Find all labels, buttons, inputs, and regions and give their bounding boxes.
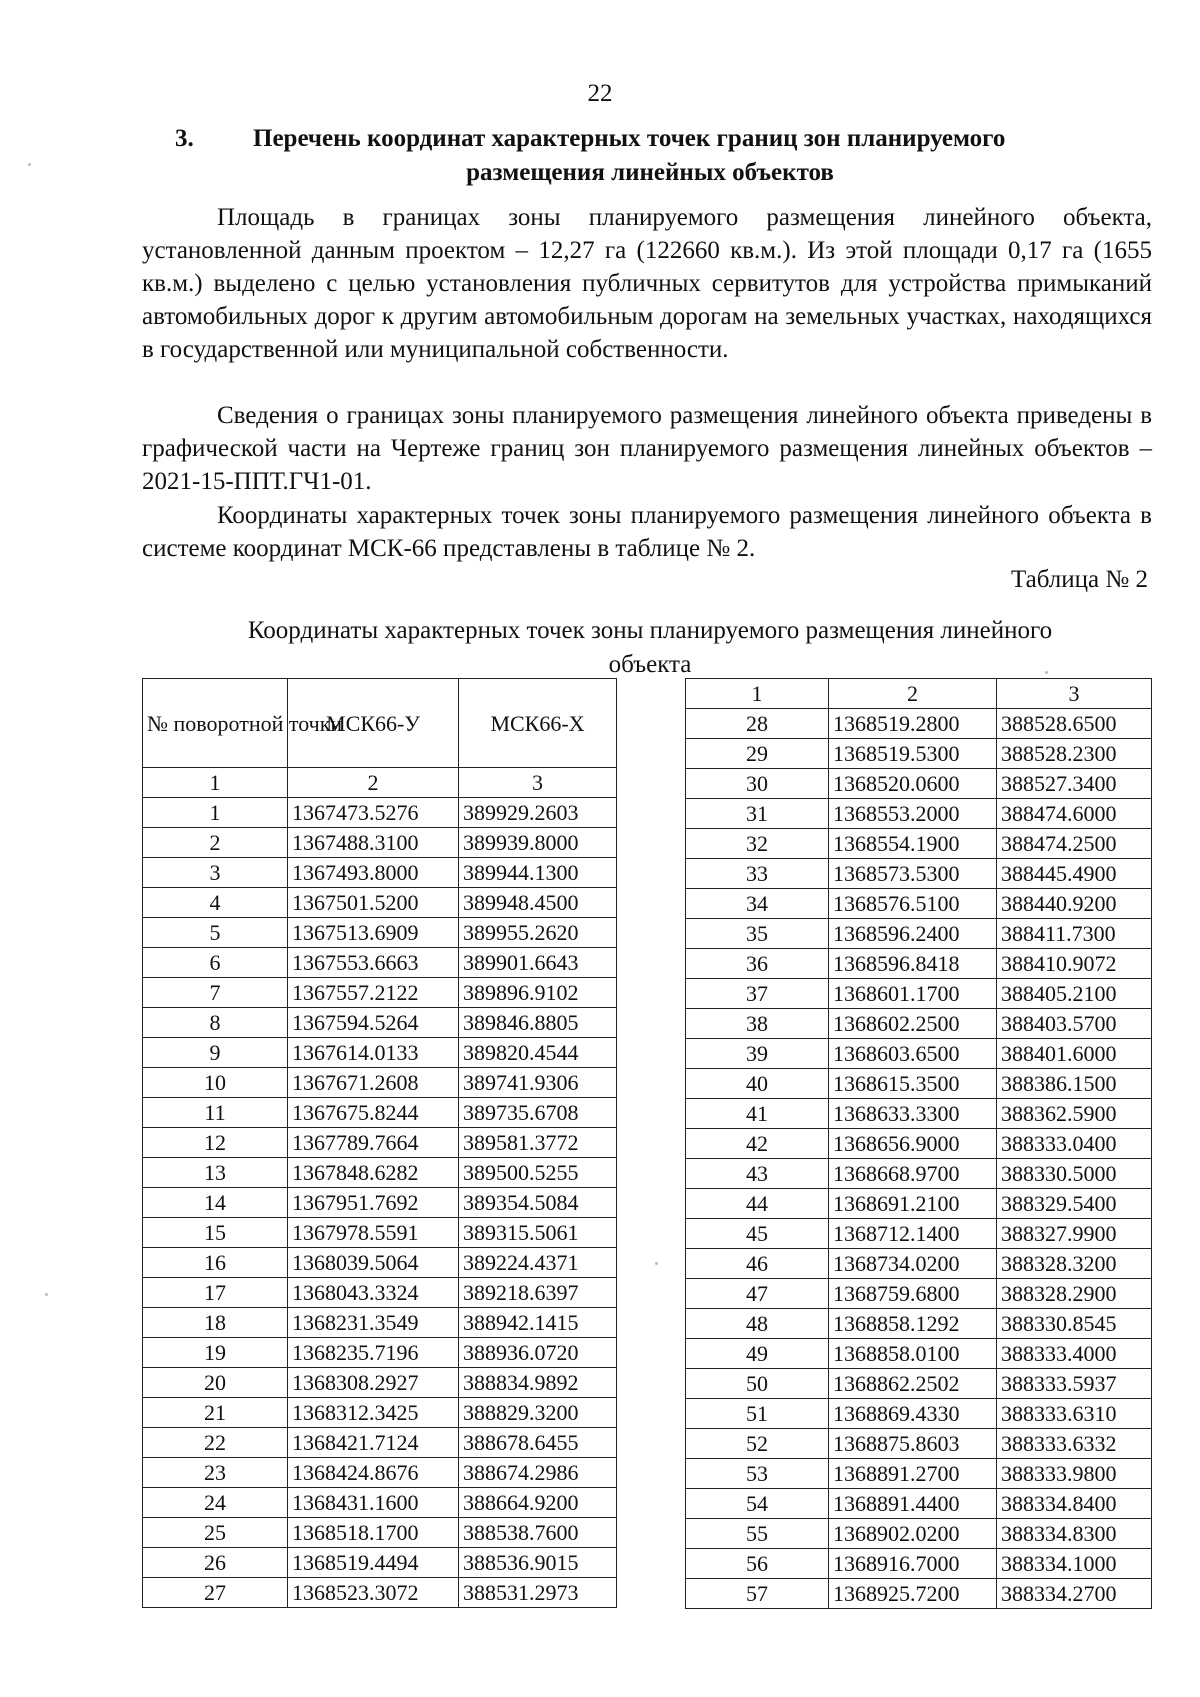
msk66-y-cell: 1368712.1400 bbox=[829, 1219, 997, 1249]
point-number-cell: 16 bbox=[143, 1248, 288, 1278]
msk66-x-cell: 389846.8805 bbox=[459, 1008, 617, 1038]
header-point-number: № поворотной точки bbox=[143, 679, 288, 768]
msk66-x-cell: 388327.9900 bbox=[997, 1219, 1152, 1249]
table-column-index-row bbox=[143, 768, 617, 798]
msk66-y-cell: 1367614.0133 bbox=[288, 1038, 459, 1068]
header-msk66-y: МСК66-У bbox=[288, 679, 459, 768]
msk66-x-cell: 388403.5700 bbox=[997, 1009, 1152, 1039]
msk66-x-cell: 388362.5900 bbox=[997, 1099, 1152, 1129]
point-number-cell: 50 bbox=[686, 1369, 829, 1399]
table-row bbox=[686, 1279, 1152, 1309]
msk66-x-cell: 388401.6000 bbox=[997, 1039, 1152, 1069]
point-number-cell: 15 bbox=[143, 1218, 288, 1248]
msk66-x-cell: 388410.9072 bbox=[997, 949, 1152, 979]
msk66-x-cell: 388405.2100 bbox=[997, 979, 1152, 1009]
msk66-x-cell: 388678.6455 bbox=[459, 1428, 617, 1458]
point-number-cell: 20 bbox=[143, 1368, 288, 1398]
table-row bbox=[143, 1158, 617, 1188]
msk66-y-cell: 1367594.5264 bbox=[288, 1008, 459, 1038]
table-row bbox=[143, 1398, 617, 1428]
scan-speck bbox=[28, 163, 31, 166]
msk66-x-cell: 388474.2500 bbox=[997, 829, 1152, 859]
column-index-1: 1 bbox=[143, 768, 288, 798]
point-number-cell: 34 bbox=[686, 889, 829, 919]
point-number-cell: 8 bbox=[143, 1008, 288, 1038]
table-row bbox=[143, 1338, 617, 1368]
msk66-y-cell: 1367557.2122 bbox=[288, 978, 459, 1008]
msk66-x-cell: 388334.8400 bbox=[997, 1489, 1152, 1519]
point-number-cell: 11 bbox=[143, 1098, 288, 1128]
msk66-x-cell: 388538.7600 bbox=[459, 1518, 617, 1548]
msk66-y-cell: 1368553.2000 bbox=[829, 799, 997, 829]
msk66-x-cell: 388536.9015 bbox=[459, 1548, 617, 1578]
table-row bbox=[686, 1519, 1152, 1549]
point-number-cell: 23 bbox=[143, 1458, 288, 1488]
column-index-2: 2 bbox=[288, 768, 459, 798]
table-caption: Координаты характерных точек зоны планируемого размещения линейного объекта bbox=[247, 617, 1053, 678]
msk66-y-cell: 1367493.8000 bbox=[288, 858, 459, 888]
point-number-cell: 43 bbox=[686, 1159, 829, 1189]
msk66-x-cell: 388334.8300 bbox=[997, 1519, 1152, 1549]
table-row bbox=[143, 1488, 617, 1518]
msk66-y-cell: 1368875.8603 bbox=[829, 1429, 997, 1459]
msk66-x-cell: 389820.4544 bbox=[459, 1038, 617, 1068]
msk66-y-cell: 1368519.5300 bbox=[829, 739, 997, 769]
point-number-cell: 52 bbox=[686, 1429, 829, 1459]
msk66-x-cell: 388334.1000 bbox=[997, 1549, 1152, 1579]
msk66-x-cell: 389948.4500 bbox=[459, 888, 617, 918]
table-row bbox=[686, 1009, 1152, 1039]
point-number-cell: 5 bbox=[143, 918, 288, 948]
msk66-y-cell: 1368656.9000 bbox=[829, 1129, 997, 1159]
paragraph-boundaries: Сведения о границах зоны планируемого размещения линейного объекта приведены в графической части на Чертеже границ зон планируемого размещения линейных объектов – 2021-15-ППТ.ГЧ1-01. bbox=[142, 402, 1152, 495]
coordinates-table-left bbox=[142, 678, 617, 1608]
point-number-cell: 4 bbox=[143, 888, 288, 918]
msk66-y-cell: 1368573.5300 bbox=[829, 859, 997, 889]
table-row bbox=[143, 1218, 617, 1248]
scan-speck bbox=[655, 1262, 658, 1265]
point-number-cell: 57 bbox=[686, 1579, 829, 1609]
table-row bbox=[143, 1278, 617, 1308]
table-row bbox=[686, 1459, 1152, 1489]
msk66-x-cell: 389955.2620 bbox=[459, 918, 617, 948]
msk66-x-cell: 389224.4371 bbox=[459, 1248, 617, 1278]
msk66-y-cell: 1368602.2500 bbox=[829, 1009, 997, 1039]
msk66-y-cell: 1367501.5200 bbox=[288, 888, 459, 918]
msk66-y-cell: 1368925.7200 bbox=[829, 1579, 997, 1609]
msk66-y-cell: 1367671.2608 bbox=[288, 1068, 459, 1098]
table-row bbox=[143, 1308, 617, 1338]
msk66-y-cell: 1368520.0600 bbox=[829, 769, 997, 799]
msk66-x-cell: 389315.5061 bbox=[459, 1218, 617, 1248]
table-row bbox=[686, 979, 1152, 1009]
table-row bbox=[686, 1429, 1152, 1459]
table-row bbox=[686, 829, 1152, 859]
msk66-y-cell: 1367675.8244 bbox=[288, 1098, 459, 1128]
table-row bbox=[143, 1188, 617, 1218]
point-number-cell: 1 bbox=[143, 798, 288, 828]
table-row bbox=[686, 1039, 1152, 1069]
msk66-y-cell: 1367553.6663 bbox=[288, 948, 459, 978]
point-number-cell: 9 bbox=[143, 1038, 288, 1068]
point-number-cell: 48 bbox=[686, 1309, 829, 1339]
table-row bbox=[143, 1068, 617, 1098]
msk66-y-cell: 1368858.0100 bbox=[829, 1339, 997, 1369]
table-row bbox=[686, 1099, 1152, 1129]
paragraph-coordinates: Координаты характерных точек зоны планируемого размещения линейного объекта в системе координат МСК-66 представлены в таблице № 2. bbox=[142, 502, 1152, 562]
msk66-y-cell: 1368431.1600 bbox=[288, 1488, 459, 1518]
table-row bbox=[143, 1368, 617, 1398]
msk66-x-cell: 388386.1500 bbox=[997, 1069, 1152, 1099]
point-number-cell: 30 bbox=[686, 769, 829, 799]
scan-speck bbox=[1045, 671, 1048, 674]
msk66-y-cell: 1368043.3324 bbox=[288, 1278, 459, 1308]
point-number-cell: 2 bbox=[143, 828, 288, 858]
msk66-x-cell: 388531.2973 bbox=[459, 1578, 617, 1608]
point-number-cell: 45 bbox=[686, 1219, 829, 1249]
msk66-y-cell: 1368668.9700 bbox=[829, 1159, 997, 1189]
msk66-y-cell: 1368601.1700 bbox=[829, 979, 997, 1009]
msk66-x-cell: 389944.1300 bbox=[459, 858, 617, 888]
point-number-cell: 19 bbox=[143, 1338, 288, 1368]
msk66-y-cell: 1368869.4330 bbox=[829, 1399, 997, 1429]
point-number-cell: 54 bbox=[686, 1489, 829, 1519]
table-row bbox=[686, 859, 1152, 889]
point-number-cell: 28 bbox=[686, 709, 829, 739]
msk66-y-cell: 1367789.7664 bbox=[288, 1128, 459, 1158]
msk66-x-cell: 389735.6708 bbox=[459, 1098, 617, 1128]
msk66-x-cell: 389218.6397 bbox=[459, 1278, 617, 1308]
paragraph-area: Площадь в границах зоны планируемого размещения линейного объекта, установленной данным проектом – 12,27 га (122660 кв.м.). Из этой площади 0,17 га (1655 кв.м.) выделено с целью установления публичных сервитутов для устройства примыканий автомобильных дорог к другим автомобильным дорогам на земельных участках, находящихся в государственной или муниципальной собственности. bbox=[142, 204, 1152, 363]
point-number-cell: 35 bbox=[686, 919, 829, 949]
msk66-x-cell: 389939.8000 bbox=[459, 828, 617, 858]
point-number-cell: 10 bbox=[143, 1068, 288, 1098]
table-row bbox=[143, 1518, 617, 1548]
table-row bbox=[686, 1189, 1152, 1219]
table-row bbox=[143, 918, 617, 948]
point-number-cell: 7 bbox=[143, 978, 288, 1008]
msk66-y-cell: 1367978.5591 bbox=[288, 1218, 459, 1248]
msk66-x-cell: 388328.3200 bbox=[997, 1249, 1152, 1279]
point-number-cell: 27 bbox=[143, 1578, 288, 1608]
msk66-x-cell: 388333.5937 bbox=[997, 1369, 1152, 1399]
point-number-cell: 25 bbox=[143, 1518, 288, 1548]
msk66-y-cell: 1368691.2100 bbox=[829, 1189, 997, 1219]
page-number: 22 bbox=[587, 80, 613, 107]
msk66-x-cell: 388527.3400 bbox=[997, 769, 1152, 799]
table-row bbox=[686, 739, 1152, 769]
msk66-x-cell: 388334.2700 bbox=[997, 1579, 1152, 1609]
msk66-y-cell: 1368519.2800 bbox=[829, 709, 997, 739]
table-row bbox=[686, 1549, 1152, 1579]
point-number-cell: 32 bbox=[686, 829, 829, 859]
msk66-y-cell: 1368518.1700 bbox=[288, 1518, 459, 1548]
msk66-y-cell: 1368891.2700 bbox=[829, 1459, 997, 1489]
point-number-cell: 29 bbox=[686, 739, 829, 769]
msk66-x-cell: 388333.0400 bbox=[997, 1129, 1152, 1159]
msk66-x-cell: 388674.2986 bbox=[459, 1458, 617, 1488]
table-number: Таблица № 2 bbox=[1010, 566, 1148, 593]
msk66-x-cell: 388445.4900 bbox=[997, 859, 1152, 889]
table-row bbox=[686, 1489, 1152, 1519]
point-number-cell: 31 bbox=[686, 799, 829, 829]
msk66-y-cell: 1367473.5276 bbox=[288, 798, 459, 828]
table-row bbox=[143, 828, 617, 858]
msk66-y-cell: 1368235.7196 bbox=[288, 1338, 459, 1368]
table-row bbox=[686, 1339, 1152, 1369]
msk66-y-cell: 1368039.5064 bbox=[288, 1248, 459, 1278]
column-index-3: 3 bbox=[459, 768, 617, 798]
msk66-x-cell: 388936.0720 bbox=[459, 1338, 617, 1368]
msk66-y-cell: 1368759.6800 bbox=[829, 1279, 997, 1309]
point-number-cell: 24 bbox=[143, 1488, 288, 1518]
scan-speck bbox=[45, 1293, 48, 1296]
table-row bbox=[143, 1548, 617, 1578]
msk66-x-cell: 389741.9306 bbox=[459, 1068, 617, 1098]
msk66-y-cell: 1368231.3549 bbox=[288, 1308, 459, 1338]
point-number-cell: 46 bbox=[686, 1249, 829, 1279]
msk66-y-cell: 1368633.3300 bbox=[829, 1099, 997, 1129]
msk66-y-cell: 1368603.6500 bbox=[829, 1039, 997, 1069]
point-number-cell: 21 bbox=[143, 1398, 288, 1428]
table-row bbox=[143, 858, 617, 888]
table-row bbox=[686, 799, 1152, 829]
table-row bbox=[143, 948, 617, 978]
table-row bbox=[686, 769, 1152, 799]
msk66-y-cell: 1368862.2502 bbox=[829, 1369, 997, 1399]
point-number-cell: 47 bbox=[686, 1279, 829, 1309]
msk66-y-cell: 1368308.2927 bbox=[288, 1368, 459, 1398]
msk66-y-cell: 1367951.7692 bbox=[288, 1188, 459, 1218]
point-number-cell: 13 bbox=[143, 1158, 288, 1188]
table-row bbox=[143, 1458, 617, 1488]
msk66-x-cell: 388834.9892 bbox=[459, 1368, 617, 1398]
table-row bbox=[686, 919, 1152, 949]
msk66-x-cell: 388474.6000 bbox=[997, 799, 1152, 829]
table-row bbox=[143, 888, 617, 918]
table-row bbox=[143, 1248, 617, 1278]
table-row bbox=[686, 1219, 1152, 1249]
table-column-index-row bbox=[686, 679, 1152, 709]
section-number: 3. bbox=[175, 125, 194, 152]
msk66-y-cell: 1368312.3425 bbox=[288, 1398, 459, 1428]
point-number-cell: 6 bbox=[143, 948, 288, 978]
table-row bbox=[143, 978, 617, 1008]
point-number-cell: 39 bbox=[686, 1039, 829, 1069]
table-row bbox=[686, 1369, 1152, 1399]
msk66-y-cell: 1368734.0200 bbox=[829, 1249, 997, 1279]
table-row bbox=[686, 1249, 1152, 1279]
column-index-3: 3 bbox=[997, 679, 1152, 709]
msk66-x-cell: 388330.5000 bbox=[997, 1159, 1152, 1189]
msk66-y-cell: 1367848.6282 bbox=[288, 1158, 459, 1188]
msk66-x-cell: 388942.1415 bbox=[459, 1308, 617, 1338]
msk66-x-cell: 388528.2300 bbox=[997, 739, 1152, 769]
section-title-line2: размещения линейных объектов bbox=[466, 159, 834, 186]
msk66-x-cell: 388333.4000 bbox=[997, 1339, 1152, 1369]
point-number-cell: 55 bbox=[686, 1519, 829, 1549]
msk66-y-cell: 1368554.1900 bbox=[829, 829, 997, 859]
msk66-y-cell: 1368576.5100 bbox=[829, 889, 997, 919]
msk66-y-cell: 1368891.4400 bbox=[829, 1489, 997, 1519]
point-number-cell: 49 bbox=[686, 1339, 829, 1369]
table-row bbox=[143, 798, 617, 828]
table-row bbox=[686, 709, 1152, 739]
msk66-y-cell: 1368902.0200 bbox=[829, 1519, 997, 1549]
msk66-x-cell: 389896.9102 bbox=[459, 978, 617, 1008]
msk66-x-cell: 388328.2900 bbox=[997, 1279, 1152, 1309]
msk66-y-cell: 1368916.7000 bbox=[829, 1549, 997, 1579]
point-number-cell: 14 bbox=[143, 1188, 288, 1218]
msk66-y-cell: 1368615.3500 bbox=[829, 1069, 997, 1099]
msk66-x-cell: 388440.9200 bbox=[997, 889, 1152, 919]
msk66-y-cell: 1368596.2400 bbox=[829, 919, 997, 949]
table-row bbox=[143, 1128, 617, 1158]
table-row bbox=[686, 1399, 1152, 1429]
table-row bbox=[143, 1578, 617, 1608]
msk66-x-cell: 388333.6332 bbox=[997, 1429, 1152, 1459]
msk66-x-cell: 388330.8545 bbox=[997, 1309, 1152, 1339]
point-number-cell: 56 bbox=[686, 1549, 829, 1579]
point-number-cell: 38 bbox=[686, 1009, 829, 1039]
table-row bbox=[686, 1579, 1152, 1609]
table-row bbox=[143, 1008, 617, 1038]
table-row bbox=[143, 1038, 617, 1068]
msk66-y-cell: 1368424.8676 bbox=[288, 1458, 459, 1488]
point-number-cell: 12 bbox=[143, 1128, 288, 1158]
table-row bbox=[686, 1159, 1152, 1189]
table-row bbox=[686, 889, 1152, 919]
msk66-x-cell: 388829.3200 bbox=[459, 1398, 617, 1428]
msk66-y-cell: 1368523.3072 bbox=[288, 1578, 459, 1608]
point-number-cell: 51 bbox=[686, 1399, 829, 1429]
point-number-cell: 44 bbox=[686, 1189, 829, 1219]
point-number-cell: 40 bbox=[686, 1069, 829, 1099]
column-index-2: 2 bbox=[829, 679, 997, 709]
msk66-y-cell: 1368519.4494 bbox=[288, 1548, 459, 1578]
point-number-cell: 22 bbox=[143, 1428, 288, 1458]
table-header-row bbox=[143, 679, 617, 768]
msk66-x-cell: 389581.3772 bbox=[459, 1128, 617, 1158]
table-row bbox=[686, 949, 1152, 979]
coordinates-table-right bbox=[685, 678, 1152, 1609]
point-number-cell: 36 bbox=[686, 949, 829, 979]
point-number-cell: 18 bbox=[143, 1308, 288, 1338]
msk66-x-cell: 388333.6310 bbox=[997, 1399, 1152, 1429]
column-index-1: 1 bbox=[686, 679, 829, 709]
table-row bbox=[686, 1069, 1152, 1099]
msk66-y-cell: 1367488.3100 bbox=[288, 828, 459, 858]
point-number-cell: 41 bbox=[686, 1099, 829, 1129]
msk66-x-cell: 389929.2603 bbox=[459, 798, 617, 828]
point-number-cell: 3 bbox=[143, 858, 288, 888]
msk66-y-cell: 1368596.8418 bbox=[829, 949, 997, 979]
point-number-cell: 17 bbox=[143, 1278, 288, 1308]
msk66-x-cell: 388411.7300 bbox=[997, 919, 1152, 949]
section-title-line1: Перечень координат характерных точек границ зон планируемого bbox=[253, 125, 1006, 152]
table-row bbox=[143, 1428, 617, 1458]
header-msk66-x: МСК66-Х bbox=[459, 679, 617, 768]
point-number-cell: 53 bbox=[686, 1459, 829, 1489]
point-number-cell: 33 bbox=[686, 859, 829, 889]
msk66-y-cell: 1367513.6909 bbox=[288, 918, 459, 948]
msk66-x-cell: 389354.5084 bbox=[459, 1188, 617, 1218]
table-row bbox=[686, 1309, 1152, 1339]
msk66-x-cell: 388333.9800 bbox=[997, 1459, 1152, 1489]
point-number-cell: 26 bbox=[143, 1548, 288, 1578]
msk66-y-cell: 1368421.7124 bbox=[288, 1428, 459, 1458]
msk66-x-cell: 388528.6500 bbox=[997, 709, 1152, 739]
msk66-x-cell: 389500.5255 bbox=[459, 1158, 617, 1188]
table-row bbox=[686, 1129, 1152, 1159]
msk66-x-cell: 389901.6643 bbox=[459, 948, 617, 978]
point-number-cell: 37 bbox=[686, 979, 829, 1009]
point-number-cell: 42 bbox=[686, 1129, 829, 1159]
msk66-x-cell: 388664.9200 bbox=[459, 1488, 617, 1518]
table-row bbox=[143, 1098, 617, 1128]
msk66-y-cell: 1368858.1292 bbox=[829, 1309, 997, 1339]
msk66-x-cell: 388329.5400 bbox=[997, 1189, 1152, 1219]
